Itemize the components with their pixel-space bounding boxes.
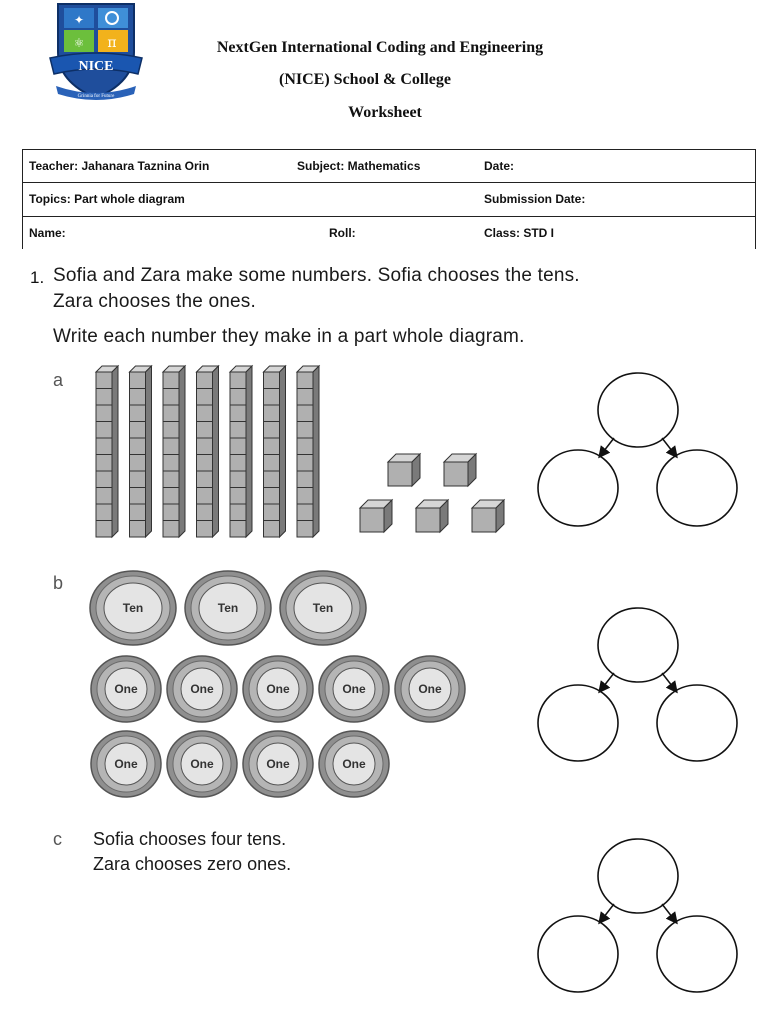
- svg-text:⚛: ⚛: [73, 36, 85, 50]
- unit-cube: [360, 500, 392, 532]
- svg-text:π: π: [107, 35, 117, 51]
- ten-coin: [90, 571, 176, 645]
- coin-label: One: [190, 757, 214, 771]
- ten-coin: [185, 571, 271, 645]
- coin-label: One: [418, 682, 442, 696]
- part-circle-left[interactable]: [538, 450, 618, 526]
- svg-text:✦: ✦: [73, 13, 85, 27]
- school-logo: [46, 0, 146, 108]
- part-whole-diagram-a[interactable]: [530, 370, 750, 538]
- arrow-left: [600, 904, 614, 922]
- one-coin: [243, 656, 313, 722]
- question-instruction: Write each number they make in a part whole diagram.: [53, 326, 525, 347]
- logo-text: NICE: [78, 59, 114, 74]
- part-circle-right[interactable]: [657, 916, 737, 992]
- unit-cube: [472, 500, 504, 532]
- coin-label: One: [190, 682, 214, 696]
- coin-label: One: [342, 682, 366, 696]
- name-cell[interactable]: Name:: [23, 216, 292, 249]
- part-c-line1: Sofia chooses four tens.: [93, 829, 287, 849]
- one-coin: [167, 656, 237, 722]
- unit-cube: [416, 500, 448, 532]
- tens-rod: [197, 366, 219, 537]
- coin-label: Ten: [312, 601, 334, 615]
- part-a-label: a: [53, 370, 64, 390]
- arrow-left: [600, 438, 614, 456]
- class-cell: Class: STD I: [478, 216, 756, 249]
- coin-label: One: [114, 682, 138, 696]
- part-whole-diagram-b[interactable]: [530, 605, 750, 773]
- coin-label: One: [114, 757, 138, 771]
- arrow-right: [662, 904, 676, 922]
- tens-rod: [163, 366, 185, 537]
- part-circle-right[interactable]: [657, 685, 737, 761]
- coin-label: Ten: [122, 601, 144, 615]
- part-circle-left[interactable]: [538, 685, 618, 761]
- teacher-cell: Teacher: Jahanara Taznina Orin: [23, 150, 292, 183]
- place-value-coins: [88, 568, 478, 804]
- part-circle-right[interactable]: [657, 450, 737, 526]
- tens-rod: [96, 366, 118, 537]
- school-name-line1: NextGen International Coding and Engineering: [216, 39, 544, 56]
- part-circle-left[interactable]: [538, 916, 618, 992]
- tens-rod: [297, 366, 319, 537]
- one-coin: [91, 731, 161, 797]
- arrow-left: [600, 673, 614, 691]
- whole-circle[interactable]: [598, 608, 678, 682]
- tens-rod: [264, 366, 286, 537]
- tens-rod: [230, 366, 252, 537]
- submission-date-cell[interactable]: Submission Date:: [478, 183, 756, 216]
- doc-type-title: Worksheet: [348, 104, 422, 121]
- question-line1: Sofia and Zara make some numbers. Sofia chooses the tens.: [53, 265, 580, 286]
- whole-circle[interactable]: [598, 373, 678, 447]
- unit-cube: [444, 454, 476, 486]
- question-line2: Zara chooses the ones.: [53, 291, 256, 312]
- coin-label: One: [266, 682, 290, 696]
- one-coin: [319, 731, 389, 797]
- coin-label: One: [342, 757, 366, 771]
- ten-coin: [280, 571, 366, 645]
- part-whole-diagram-c[interactable]: [530, 836, 750, 1004]
- info-table: [22, 149, 756, 249]
- topics-cell: Topics: Part whole diagram: [23, 183, 479, 216]
- one-coin: [395, 656, 465, 722]
- school-name-line2: (NICE) School & College: [279, 71, 451, 88]
- tens-rod: [130, 366, 152, 537]
- coin-label: Ten: [217, 601, 239, 615]
- logo-motto: Grinnia for Future: [77, 94, 115, 99]
- unit-cube: [388, 454, 420, 486]
- one-coin: [167, 731, 237, 797]
- part-b-label: b: [53, 573, 64, 593]
- arrow-right: [662, 438, 676, 456]
- one-coin: [243, 731, 313, 797]
- date-cell[interactable]: Date:: [478, 150, 756, 183]
- subject-cell: Subject: Mathematics: [291, 150, 478, 183]
- question-number: 1.: [30, 268, 45, 287]
- base-ten-blocks: [88, 362, 518, 540]
- one-coin: [319, 656, 389, 722]
- one-coin: [91, 656, 161, 722]
- coin-label: One: [266, 757, 290, 771]
- part-c-label: c: [53, 829, 62, 849]
- arrow-right: [662, 673, 676, 691]
- roll-cell[interactable]: Roll:: [291, 216, 478, 249]
- whole-circle[interactable]: [598, 839, 678, 913]
- part-c-line2: Zara chooses zero ones.: [93, 854, 292, 874]
